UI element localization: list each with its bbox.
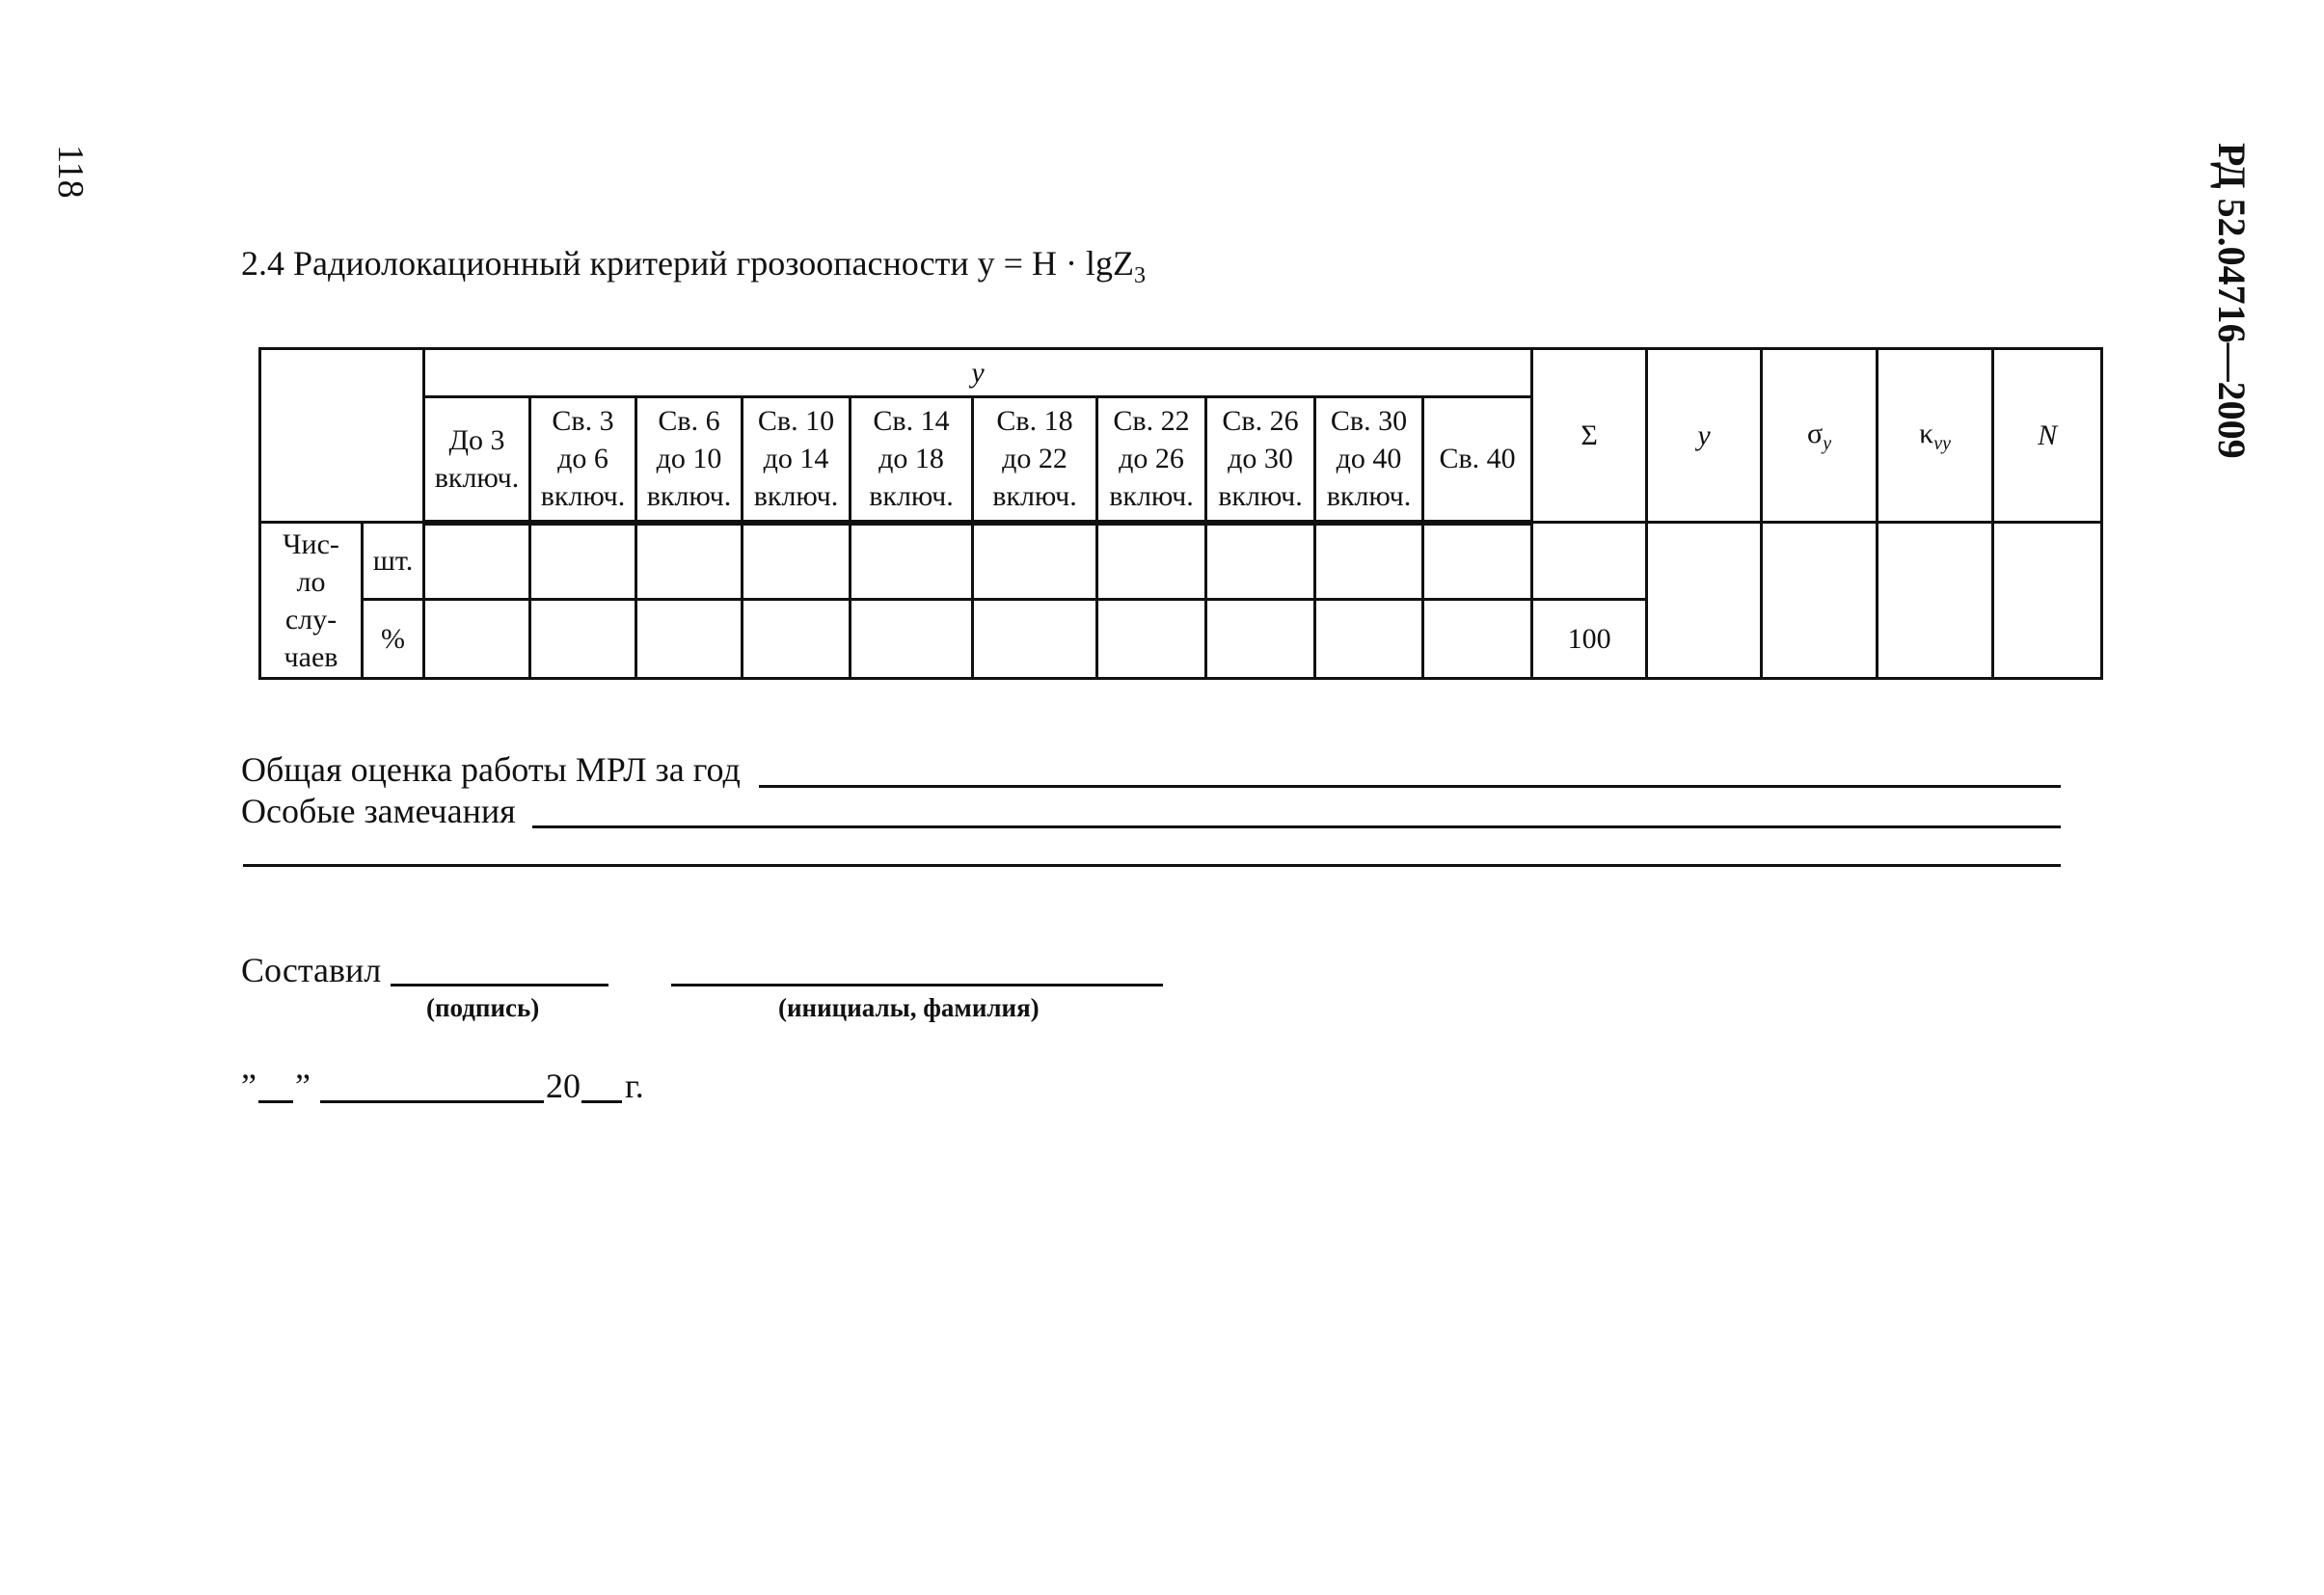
range-header-1-line-1: До 3	[448, 423, 505, 456]
date-close-quote: ”	[295, 1067, 311, 1105]
count-cell[interactable]	[636, 523, 743, 600]
kappa-header	[1878, 349, 1993, 523]
count-cell[interactable]	[1097, 523, 1206, 600]
range-header-6-line-1: Св. 18	[996, 405, 1073, 438]
section-title-text: 2.4 Радиолокационный критерий грозоопасности y = H · lgZ	[241, 244, 1134, 283]
overall-assessment-label: Общая оценка работы МРЛ за год	[241, 750, 741, 789]
percent-total-cell: 100	[1532, 600, 1647, 679]
signature-line[interactable]	[391, 984, 608, 987]
name-caption: (инициалы, фамилия)	[778, 993, 1040, 1022]
range-header-6-line-2: до 22	[1002, 443, 1067, 475]
range-header-6	[973, 397, 1097, 523]
n-value-cell[interactable]	[1993, 523, 2102, 679]
percent-cell[interactable]	[424, 600, 530, 679]
section-title	[241, 243, 1146, 289]
range-header-7	[1097, 397, 1206, 523]
range-header-7-line-1: Св. 22	[1113, 405, 1190, 438]
row-label-line-1: Чис-	[283, 527, 339, 560]
row-label-line-3: слу-	[284, 603, 338, 635]
range-header-1	[424, 397, 530, 523]
range-header-8-line-3: включ.	[1218, 480, 1303, 513]
section-title-subscript: 3	[1133, 263, 1146, 289]
count-cell[interactable]	[743, 523, 851, 600]
mean-header: y	[1647, 349, 1762, 523]
range-header-8	[1206, 397, 1315, 523]
range-header-3-line-3: включ.	[646, 480, 732, 513]
row-label-cases	[260, 523, 363, 679]
range-header-4-line-3: включ.	[753, 480, 839, 513]
percent-cell[interactable]	[636, 600, 743, 679]
range-header-5-line-1: Св. 14	[873, 405, 950, 438]
percent-cell[interactable]	[851, 600, 973, 679]
document-code: РД 52.04716—2009	[2210, 143, 2254, 459]
date-day-line[interactable]	[258, 1100, 293, 1103]
remarks-line-extra[interactable]	[243, 864, 2061, 867]
range-header-3	[636, 397, 743, 523]
row-label-line-4: чаев	[284, 640, 338, 673]
overall-assessment-line[interactable]	[759, 785, 2061, 788]
percent-cell[interactable]	[743, 600, 851, 679]
percent-cell[interactable]	[973, 600, 1097, 679]
kappa-symbol: κ	[1919, 418, 1934, 449]
range-header-9-line-1: Св. 30	[1330, 405, 1408, 438]
remarks-line[interactable]	[532, 825, 2061, 828]
count-sum-cell[interactable]	[1532, 523, 1647, 600]
range-header-6-line-3: включ.	[992, 480, 1077, 513]
unit-percent-cell: %	[363, 600, 424, 679]
range-header-4-line-2: до 14	[763, 443, 829, 475]
count-cell[interactable]	[1423, 523, 1532, 600]
range-header-7-line-2: до 26	[1119, 443, 1184, 475]
range-header-2-line-1: Св. 3	[552, 405, 614, 438]
row-label-line-2: ло	[296, 565, 326, 598]
count-cell[interactable]	[424, 523, 530, 600]
range-header-3-line-1: Св. 6	[658, 405, 720, 438]
compiled-label: Составил	[241, 951, 382, 989]
range-header-2-line-3: включ.	[540, 480, 626, 513]
range-header-5-line-2: до 18	[878, 443, 944, 475]
percent-cell[interactable]	[1423, 600, 1532, 679]
signature-caption: (подпись)	[426, 993, 540, 1022]
criterion-table	[258, 347, 2103, 680]
percent-cell[interactable]	[1206, 600, 1315, 679]
date-month-line[interactable]	[320, 1100, 544, 1103]
count-cell[interactable]	[1315, 523, 1423, 600]
range-header-5	[851, 397, 973, 523]
n-header: N	[1993, 349, 2102, 523]
y-group-header: y	[424, 349, 1532, 397]
remarks-label: Особые замечания	[241, 792, 516, 830]
date-open-quote: ”	[241, 1067, 257, 1105]
range-header-9-line-2: до 40	[1336, 443, 1402, 475]
range-header-7-line-3: включ.	[1109, 480, 1194, 513]
range-header-2-line-2: до 6	[557, 443, 608, 475]
percent-cell[interactable]	[1097, 600, 1206, 679]
sum-header: Σ	[1532, 349, 1647, 523]
range-header-10-line-1: Св. 40	[1439, 443, 1516, 475]
unit-count-cell: шт.	[363, 523, 424, 600]
range-header-8-line-1: Св. 26	[1222, 405, 1299, 438]
date-year-suffix: г.	[625, 1067, 644, 1105]
range-header-9-line-3: включ.	[1326, 480, 1412, 513]
name-line[interactable]	[671, 984, 1163, 987]
count-cell[interactable]	[530, 523, 636, 600]
mean-value-cell[interactable]	[1647, 523, 1762, 679]
count-cell[interactable]	[851, 523, 973, 600]
range-header-10	[1423, 397, 1532, 523]
kappa-value-cell[interactable]	[1878, 523, 1993, 679]
range-header-4	[743, 397, 851, 523]
range-header-8-line-2: до 30	[1228, 443, 1293, 475]
sigma-symbol: σ	[1807, 418, 1824, 449]
range-header-3-line-2: до 10	[656, 443, 722, 475]
count-cell[interactable]	[973, 523, 1097, 600]
range-header-9	[1315, 397, 1423, 523]
count-cell[interactable]	[1206, 523, 1315, 600]
date-year-line[interactable]	[581, 1100, 622, 1103]
corner-cell	[260, 349, 424, 523]
sigma-value-cell[interactable]	[1762, 523, 1878, 679]
page-number: 118	[50, 145, 91, 199]
percent-cell[interactable]	[530, 600, 636, 679]
date-year-prefix: 20	[546, 1067, 581, 1105]
range-header-2	[530, 397, 636, 523]
range-header-4-line-1: Св. 10	[757, 405, 835, 438]
sigma-subscript: y	[1823, 433, 1832, 454]
kappa-subscript: vy	[1933, 433, 1952, 454]
range-header-1-line-2: включ.	[434, 461, 520, 494]
range-header-5-line-3: включ.	[869, 480, 954, 513]
sigma-header	[1762, 349, 1878, 523]
percent-cell[interactable]	[1315, 600, 1423, 679]
